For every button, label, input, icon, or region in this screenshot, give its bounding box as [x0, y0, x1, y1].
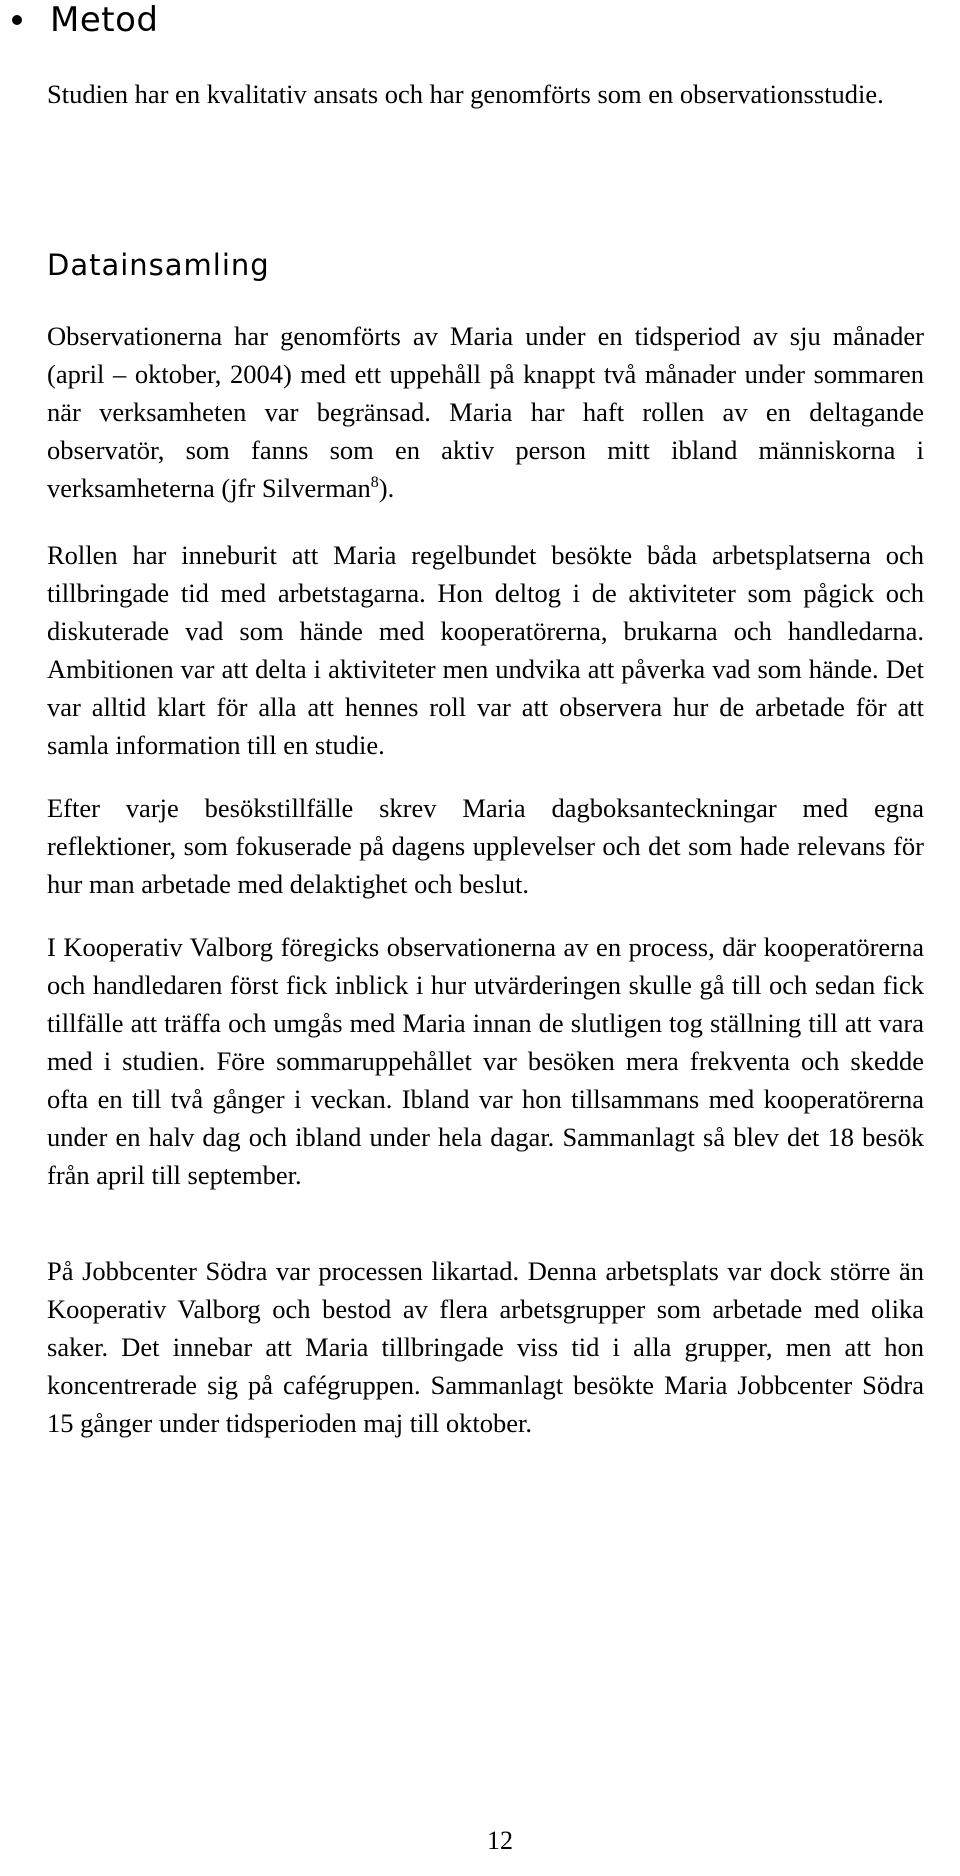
section-heading	[8, 0, 158, 40]
subsection-title: Datainsamling	[47, 248, 270, 282]
paragraph-valborg: I Kooperativ Valborg föregicks observationerna av en process, där kooperatörerna och handledaren först fick inblick i hur utvärderingen skulle gå till och sedan fick tillfälle att träffa och umgås med Maria innan de slutligen tog ställning till att vara med i studien. Före sommaruppehållet var besöken mera frekventa och skedde ofta en till två gånger i veckan. Ibland var hon tillsammans med kooperatörerna under en halv dag och ibland under hela dagar. Sammanlagt så blev det 18 besök från april till september.	[47, 932, 924, 1190]
footnote-marker: 8	[370, 474, 379, 491]
paragraph-diary: Efter varje besökstillfälle skrev Maria dagboksanteckningar med egna reflektioner, som fokuserade på dagens upplevelser och det som hade relevans för hur man arbetade med delaktighet och beslut.	[47, 793, 924, 899]
paragraph-text-end: ).	[378, 473, 395, 503]
bullet-icon	[12, 15, 22, 25]
section-title: Metod	[50, 0, 159, 40]
intro-paragraph: Studien har en kvalitativ ansats och har genomförts som en observationsstudie.	[47, 79, 884, 109]
paragraph-observations	[47, 317, 924, 507]
paragraph-jobbcenter: På Jobbcenter Södra var processen likartad. Denna arbetsplats var dock större än Kooperativ Valborg och bestod av flera arbetsgrupper som arbetade med olika saker. Det innebar att Maria tillbringade viss tid i alla grupper, men att hon koncentrerade sig på cafégruppen. Sammanlagt besökte Maria Jobbcenter Södra 15 gånger under tidsperioden maj till oktober.	[47, 1256, 924, 1438]
paragraph-text: Observationerna har genomförts av Maria under en tidsperiod av sju månader (april – oktober, 2004) med ett uppehåll på knappt två månader under sommaren när verksamheten var begränsad. Maria har haft rollen av en deltagande observatör, som fanns som en aktiv person mitt ibland människorna i verksamheterna (jfr Silverman	[47, 321, 924, 503]
paragraph-role: Rollen har inneburit att Maria regelbundet besökte båda arbetsplatserna och tillbringade tid med arbetstagarna. Hon deltog i de aktiviteter som pågick och diskuterade vad som hände med kooperatörerna, brukarna och handledarna. Ambitionen var att delta i aktiviteter men undvika att påverka vad som hände. Det var alltid klart för alla att hennes roll var att observera hur de arbetade för att samla information till en studie.	[47, 540, 924, 760]
page-number: 12	[487, 1826, 513, 1855]
